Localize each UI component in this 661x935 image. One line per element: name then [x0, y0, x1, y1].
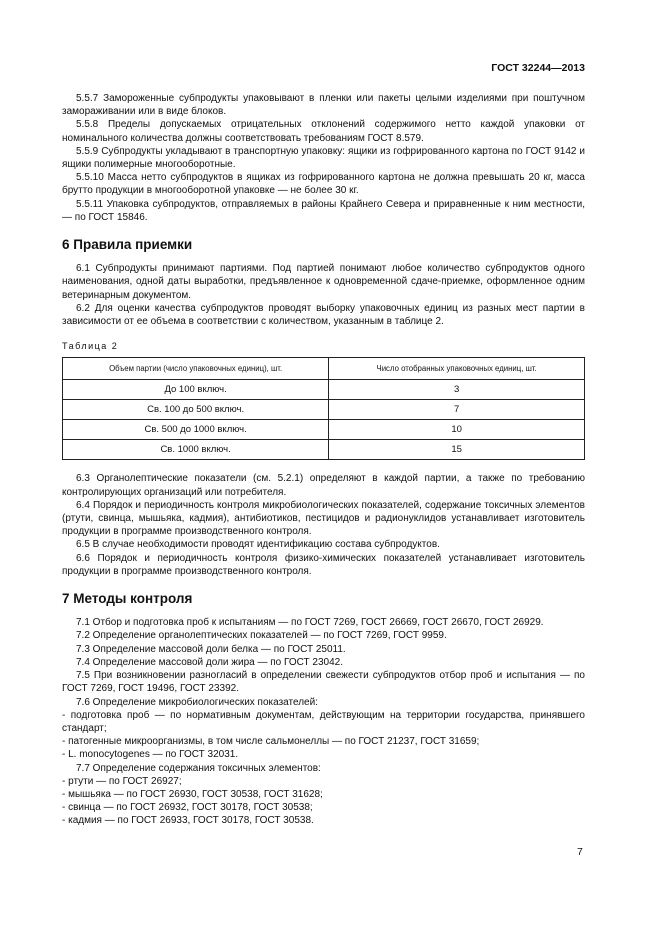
- paragraph-6-5: 6.5 В случае необходимости проводят идентификацию состава субпродуктов.: [76, 539, 440, 551]
- paragraph-5-5-7: 5.5.7 Замороженные субпродукты упаковывают в пленки или пакеты целыми изделиями при поштучном замораживании или в виде блоков.: [62, 93, 585, 118]
- table-cell-lot-size: Св. 500 до 1000 включ.: [63, 420, 329, 440]
- paragraph-6-6: 6.6 Порядок и периодичность контроля физико-химических показателей устанавливает изготовитель продукции в программе производственного контроля.: [62, 552, 585, 577]
- paragraph-7-7: 7.7 Определение содержания токсичных элементов:: [76, 762, 321, 774]
- paragraph-6-4: 6.4 Порядок и периодичность контроля микробиологических показателей, содержание токсичных элементов (ртути, свинца, мышьяка, кадмия), антибиотиков, пестицидов и радионуклидов устанавливает изготовитель продукции в программе производственного контроля.: [62, 499, 585, 538]
- paragraph-7-6: 7.6 Определение микробиологических показателей:: [76, 696, 318, 708]
- paragraph-5-5-10: 5.5.10 Масса нетто субпродуктов в ящиках из гофрированного картона не должна превышать 20 кг, масса брутто продукции в многооборотной упаковке — не более 30 кг.: [62, 172, 585, 197]
- paragraph-7-5: 7.5 При возникновении разногласий в определении свежести субпродуктов отбор проб и испытания — по ГОСТ 7269, ГОСТ 19496, ГОСТ 23392.: [62, 670, 585, 695]
- table-cell-sample-count: 7: [329, 400, 585, 420]
- header-standard: ГОСТ 32244—2013: [491, 62, 585, 74]
- list-item: - L. monocytogenes — по ГОСТ 32031.: [62, 749, 239, 761]
- section-6-title: 6 Правила приемки: [62, 237, 193, 253]
- table-cell-sample-count: 15: [329, 440, 585, 460]
- list-item: - мышьяка — по ГОСТ 26930, ГОСТ 30538, ГОСТ 31628;: [62, 788, 323, 800]
- paragraph-5-5-8: 5.5.8 Пределы допускаемых отрицательных отклонений содержимого нетто каждой упаковки от номинального количества должны соответствовать требованиям ГОСТ 8.579.: [62, 119, 585, 144]
- page-number: 7: [577, 846, 583, 858]
- table-header-row: [63, 358, 585, 380]
- paragraph-7-4: 7.4 Определение массовой доли жира — по ГОСТ 23042.: [76, 656, 344, 668]
- paragraph-5-5-11: 5.5.11 Упаковка субпродуктов, отправляемых в районы Крайнего Севера и приравненные к ним местности, — по ГОСТ 15846.: [62, 198, 585, 223]
- table-header-sample-count: Число отобранных упаковочных единиц, шт.: [329, 358, 585, 380]
- paragraph-7-3: 7.3 Определение массовой доли белка — по ГОСТ 25011.: [76, 643, 346, 655]
- document-body: [62, 92, 585, 828]
- paragraph-6-3: 6.3 Органолептические показатели (см. 5.2.1) определяют в каждой партии, а также по требованию контролирующих организаций или потребителя.: [62, 473, 585, 498]
- table-cell-sample-count: 10: [329, 420, 585, 440]
- table-cell-sample-count: 3: [329, 380, 585, 400]
- sampling-table: [62, 357, 585, 460]
- paragraph-6-2: 6.2 Для оценки качества субпродуктов проводят выборку упаковочных единиц из разных мест партии в зависимости от ее объема в соответствии с количеством, указанным в таблице 2.: [62, 302, 585, 328]
- table-row: [63, 380, 585, 400]
- table-row: [63, 400, 585, 420]
- table-header-lot-size: Объем партии (число упаковочных единиц), шт.: [63, 358, 329, 380]
- table-caption: Таблица 2: [62, 341, 119, 352]
- table-row: [63, 440, 585, 460]
- paragraph-6-1: 6.1 Субпродукты принимают партиями. Под партией понимают любое количество субпродуктов одного наименования, одной даты выработки, предъявленное к одновременной сдаче-приемке, оформленное одним ветеринарным документом.: [62, 263, 585, 301]
- paragraph-5-5-9: 5.5.9 Субпродукты укладывают в транспортную упаковку: ящики из гофрированного картона по ГОСТ 9142 и ящики полимерные многооборотные.: [62, 145, 585, 171]
- list-item: - свинца — по ГОСТ 26932, ГОСТ 30178, ГОСТ 30538;: [62, 802, 313, 814]
- list-item: - кадмия — по ГОСТ 26933, ГОСТ 30178, ГОСТ 30538.: [62, 815, 314, 827]
- table-cell-lot-size: Св. 1000 включ.: [63, 440, 329, 460]
- table-cell-lot-size: Св. 100 до 500 включ.: [63, 400, 329, 420]
- table-cell-lot-size: До 100 включ.: [63, 380, 329, 400]
- paragraph-7-1: 7.1 Отбор и подготовка проб к испытаниям — по ГОСТ 7269, ГОСТ 26669, ГОСТ 26670, ГОСТ 26929.: [76, 617, 544, 629]
- list-item: - подготовка проб — по нормативным документам, действующим на территории государства, принявшего стандарт;: [62, 709, 585, 734]
- list-item: - патогенные микроорганизмы, в том числе сальмонеллы — по ГОСТ 21237, ГОСТ 31659;: [62, 736, 480, 748]
- section-7-title: 7 Методы контроля: [62, 591, 193, 607]
- list-item: - ртути — по ГОСТ 26927;: [62, 775, 182, 787]
- table-row: [63, 420, 585, 440]
- paragraph-7-2: 7.2 Определение органолептических показателей — по ГОСТ 7269, ГОСТ 9959.: [76, 630, 447, 642]
